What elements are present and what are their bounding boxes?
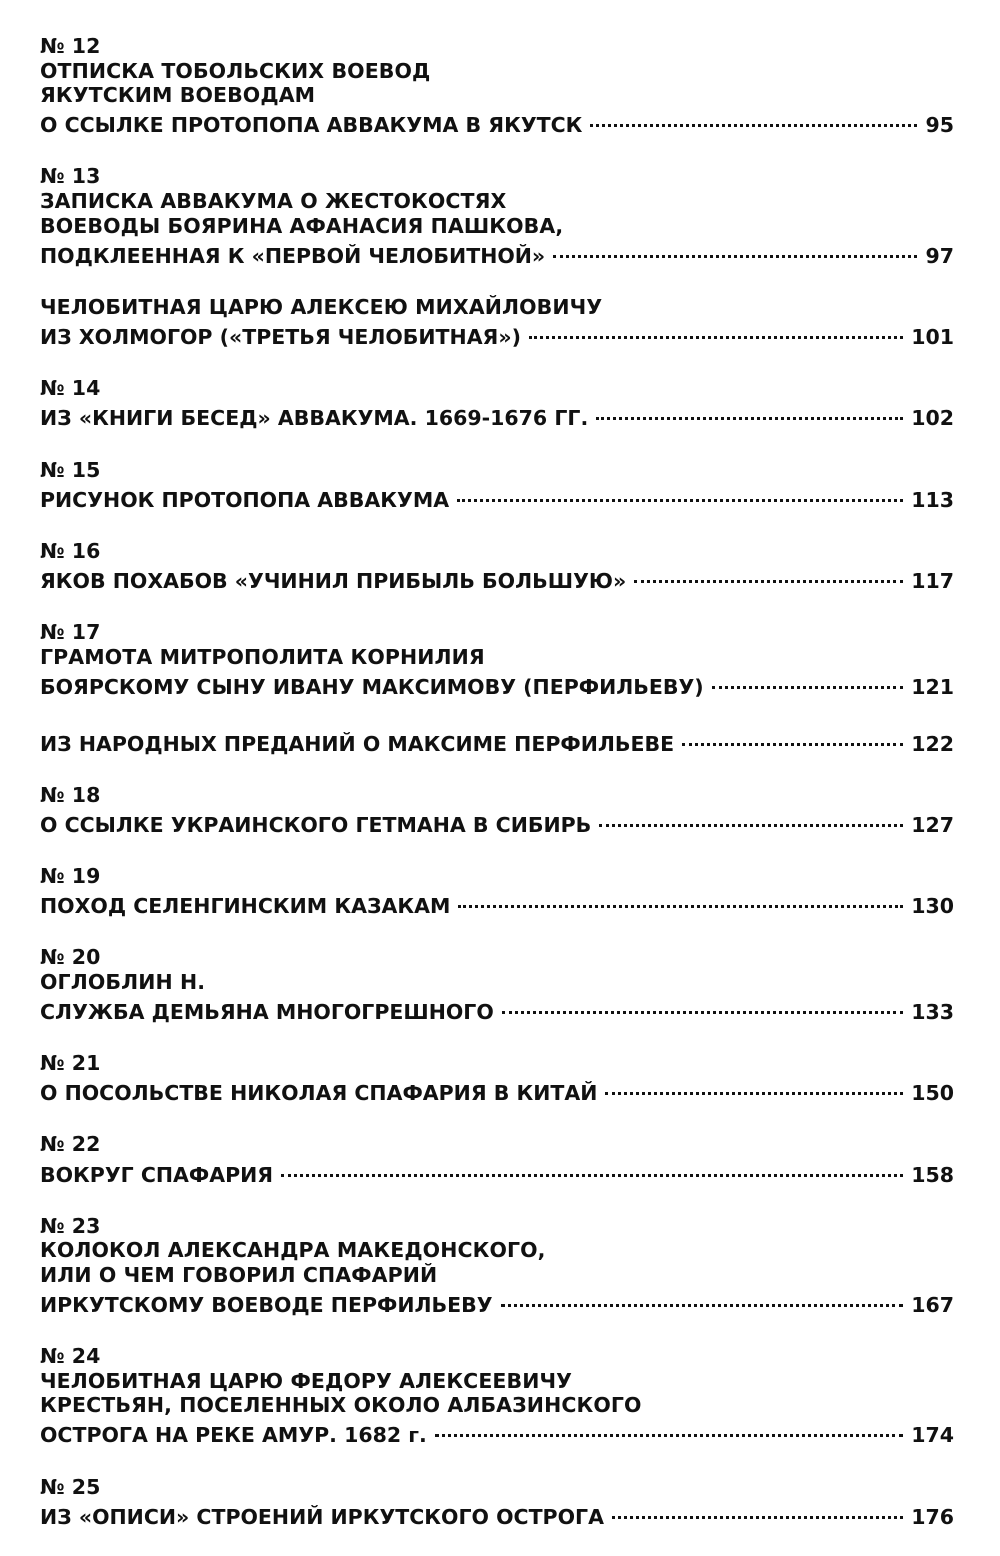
dot-leader <box>553 238 917 263</box>
toc-entry <box>40 1344 954 1448</box>
entry-number: № 23 <box>40 1213 101 1238</box>
toc-entry <box>40 726 954 756</box>
page-number: 122 <box>911 731 954 756</box>
entry-title-line: ИЗ «КНИГИ БЕСЕД» АВВАКУМА. 1669-1676 ГГ. <box>40 406 589 431</box>
entry-title-line: ЯКОВ ПОХАБОВ «УЧИНИЛ ПРИБЫЛЬ БОЛЬШУЮ» <box>40 568 627 593</box>
toc-entry <box>40 1475 954 1530</box>
entry-title-line: О ССЫЛКЕ УКРАИНСКОГО ГЕТМАНА В СИБИРЬ <box>40 812 592 837</box>
page-number: 117 <box>911 568 954 593</box>
toc-entry <box>40 1051 954 1106</box>
entry-title-line: ЧЕЛОБИТНАЯ ЦАРЮ ФЕДОРУ АЛЕКСЕЕВИЧУ <box>40 1368 573 1393</box>
dot-leader <box>435 1418 903 1443</box>
toc-entry <box>40 945 954 1024</box>
entry-number: № 24 <box>40 1344 101 1369</box>
entry-title-line: ИЗ «ОПИСИ» СТРОЕНИЙ ИРКУТСКОГО ОСТРОГА <box>40 1504 604 1529</box>
entry-number: № 12 <box>40 34 101 58</box>
toc-entry <box>40 783 954 838</box>
entry-title-last-line <box>40 108 954 138</box>
entry-title-last-line <box>40 238 954 268</box>
entry-title-line: ПОДКЛЕЕННАЯ К «ПЕРВОЙ ЧЕЛОБИТНОЙ» <box>40 243 546 268</box>
entry-number: № 14 <box>40 376 101 401</box>
page-number: 101 <box>911 325 954 350</box>
dot-leader <box>596 401 903 426</box>
toc-entry <box>40 864 954 919</box>
entry-title-line: ПОХОД СЕЛЕНГИНСКИМ КАЗАКАМ <box>40 894 451 919</box>
entry-number: № 20 <box>40 945 101 970</box>
page-number: 174 <box>911 1423 954 1448</box>
entry-title-last-line <box>40 482 954 512</box>
dot-leader <box>605 1076 903 1101</box>
entry-title-line: ВОКРУГ СПАФАРИЯ <box>40 1162 274 1187</box>
toc-entry <box>40 620 954 699</box>
dot-leader <box>599 807 903 832</box>
entry-title-line: ОСТРОГА НА РЕКЕ АМУР. 1682 г. <box>40 1423 427 1448</box>
dot-leader <box>501 1287 904 1312</box>
entry-number: № 13 <box>40 164 101 189</box>
entry-title-line: ВОЕВОДЫ БОЯРИНА АФАНАСИЯ ПАШКОВА, <box>40 213 564 238</box>
entry-title-last-line <box>40 726 954 756</box>
entry-title-line: ГРАМОТА МИТРОПОЛИТА КОРНИЛИЯ <box>40 644 485 669</box>
entry-title-line: БОЯРСКОМУ СЫНУ ИВАНУ МАКСИМОВУ (ПЕРФИЛЬЕВУ) <box>40 674 704 699</box>
dot-leader <box>634 563 903 588</box>
entry-number: № 22 <box>40 1132 101 1157</box>
entry-number: № 18 <box>40 782 101 807</box>
entry-title-last-line <box>40 1287 954 1317</box>
entry-title-last-line <box>40 1418 954 1448</box>
entry-number: № 16 <box>40 538 101 563</box>
entry-title-line: ОГЛОБЛИН Н. <box>40 969 206 994</box>
toc-entry <box>40 164 954 268</box>
dot-leader <box>457 482 903 507</box>
page-number: 102 <box>911 406 954 431</box>
entry-number: № 21 <box>40 1051 101 1076</box>
table-of-contents <box>40 34 954 1556</box>
dot-leader <box>712 669 904 694</box>
page-number: 133 <box>911 999 954 1024</box>
toc-entry <box>40 539 954 594</box>
entry-number: № 17 <box>40 620 101 645</box>
entry-title-line: РИСУНОК ПРОТОПОПА АВВАКУМА <box>40 487 450 512</box>
entry-number: № 15 <box>40 457 101 482</box>
entry-number: № 19 <box>40 863 101 888</box>
page-number: 121 <box>911 674 954 699</box>
page-number: 176 <box>911 1504 954 1529</box>
entry-title-line: ИЗ ХОЛМОГОР («ТРЕТЬЯ ЧЕЛОБИТНАЯ») <box>40 325 521 350</box>
entry-title-last-line <box>40 401 954 431</box>
entry-title-last-line <box>40 1076 954 1106</box>
dot-leader <box>612 1499 903 1524</box>
entry-title-line: ЗАПИСКА АВВАКУМА О ЖЕСТОКОСТЯХ <box>40 189 507 214</box>
toc-entry <box>40 376 954 431</box>
toc-entry <box>40 1214 954 1318</box>
entry-title-line: ЧЕЛОБИТНАЯ ЦАРЮ АЛЕКСЕЮ МИХАЙЛОВИЧУ <box>40 294 603 319</box>
page-number: 97 <box>925 243 954 268</box>
entry-title-line: ЯКУТСКИМ ВОЕВОДАМ <box>40 83 316 108</box>
entry-title-last-line <box>40 1157 954 1187</box>
entry-title-last-line <box>40 320 954 350</box>
entry-title-line: ОТПИСКА ТОБОЛЬСКИХ ВОЕВОД <box>40 58 431 83</box>
dot-leader <box>590 108 917 133</box>
entry-title-line: СЛУЖБА ДЕМЬЯНА МНОГОГРЕШНОГО <box>40 999 494 1024</box>
dot-leader <box>502 994 903 1019</box>
page-number: 95 <box>925 113 954 138</box>
dot-leader <box>682 726 903 751</box>
page-number: 127 <box>911 812 954 837</box>
page-number: 167 <box>911 1293 954 1317</box>
entry-title-line: ИЗ НАРОДНЫХ ПРЕДАНИЙ О МАКСИМЕ ПЕРФИЛЬЕВЕ <box>40 731 675 756</box>
entry-title-line: О ССЫЛКЕ ПРОТОПОПА АВВАКУМА В ЯКУТСК <box>40 113 583 138</box>
entry-title-last-line <box>40 563 954 593</box>
page-number: 130 <box>911 894 954 919</box>
page-number: 158 <box>911 1162 954 1187</box>
entry-title-last-line <box>40 889 954 919</box>
entry-title-line: КОЛОКОЛ АЛЕКСАНДРА МАКЕДОНСКОГО, <box>40 1238 546 1263</box>
entry-title-last-line <box>40 669 954 699</box>
dot-leader <box>458 889 903 914</box>
toc-entry <box>40 295 954 350</box>
page-number: 150 <box>911 1081 954 1106</box>
entry-title-line: КРЕСТЬЯН, ПОСЕЛЕННЫХ ОКОЛО АЛБАЗИНСКОГО <box>40 1393 642 1418</box>
entry-title-line: ИРКУТСКОМУ ВОЕВОДЕ ПЕРФИЛЬЕВУ <box>40 1293 493 1317</box>
toc-entry <box>40 458 954 513</box>
dot-leader <box>529 320 903 345</box>
page-number: 113 <box>911 487 954 512</box>
entry-number: № 25 <box>40 1474 101 1499</box>
toc-entry <box>40 1132 954 1187</box>
entry-title-last-line <box>40 807 954 837</box>
entry-title-line: ИЛИ О ЧЕМ ГОВОРИЛ СПАФАРИЙ <box>40 1262 438 1287</box>
toc-entry <box>40 34 954 138</box>
dot-leader <box>281 1157 903 1182</box>
entry-title-line: О ПОСОЛЬСТВЕ НИКОЛАЯ СПАФАРИЯ В КИТАЙ <box>40 1081 598 1106</box>
entry-title-last-line <box>40 994 954 1024</box>
entry-title-last-line <box>40 1499 954 1529</box>
